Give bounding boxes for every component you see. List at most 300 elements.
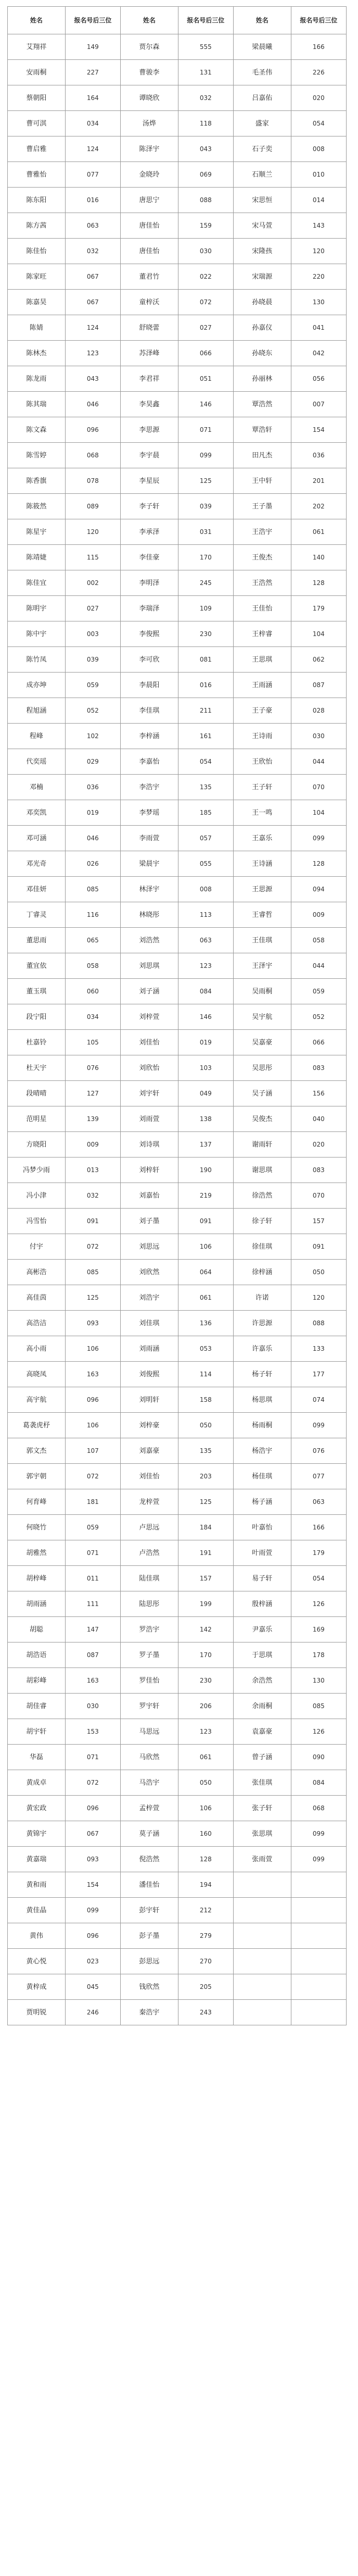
name-cell: 杨雨桐 xyxy=(233,1413,291,1438)
name-cell: 刘俊熙 xyxy=(120,1362,178,1387)
code-cell: 206 xyxy=(178,1694,233,1719)
code-cell: 026 xyxy=(65,851,120,877)
name-cell xyxy=(233,1949,291,1974)
name-cell: 李嘉怡 xyxy=(120,749,178,775)
name-cell: 陈龙雨 xyxy=(8,366,66,392)
name-cell: 袁嘉豪 xyxy=(233,1719,291,1745)
code-cell: 036 xyxy=(65,775,120,800)
code-cell: 099 xyxy=(65,1898,120,1923)
table-row xyxy=(8,1847,347,1872)
name-cell: 丁睿灵 xyxy=(8,902,66,928)
table-row xyxy=(8,188,347,213)
name-cell: 金晓玲 xyxy=(120,162,178,188)
code-cell: 181 xyxy=(65,1489,120,1515)
code-cell: 147 xyxy=(65,1617,120,1642)
name-cell: 陈星宇 xyxy=(8,519,66,545)
code-cell: 124 xyxy=(65,315,120,341)
name-cell: 王思源 xyxy=(233,877,291,902)
code-cell: 045 xyxy=(65,1974,120,2000)
name-cell: 彭子墨 xyxy=(120,1923,178,1949)
table-row xyxy=(8,596,347,621)
name-cell: 邓楠 xyxy=(8,775,66,800)
name-cell xyxy=(233,1872,291,1898)
code-cell: 028 xyxy=(291,698,346,724)
code-cell: 076 xyxy=(291,1438,346,1464)
name-cell: 高晓凤 xyxy=(8,1362,66,1387)
code-cell: 199 xyxy=(178,1591,233,1617)
code-cell: 003 xyxy=(65,621,120,647)
code-cell: 184 xyxy=(178,1515,233,1540)
code-cell: 104 xyxy=(291,621,346,647)
name-cell: 高彬浩 xyxy=(8,1260,66,1285)
name-cell: 段晴晴 xyxy=(8,1081,66,1106)
code-cell: 030 xyxy=(291,724,346,749)
code-cell: 245 xyxy=(178,570,233,596)
code-cell: 014 xyxy=(291,188,346,213)
name-cell: 吴嘉豪 xyxy=(233,1030,291,1055)
code-cell: 072 xyxy=(65,1234,120,1260)
name-cell: 李昊鑫 xyxy=(120,392,178,417)
table-row xyxy=(8,341,347,366)
name-cell: 刘雨萱 xyxy=(120,1106,178,1132)
code-cell: 143 xyxy=(291,213,346,239)
name-cell: 刘思琪 xyxy=(120,953,178,979)
code-header: 报名号后三位 xyxy=(65,7,120,34)
code-cell: 159 xyxy=(178,213,233,239)
code-cell: 066 xyxy=(178,341,233,366)
code-cell: 043 xyxy=(65,366,120,392)
table-row xyxy=(8,468,347,494)
code-cell: 136 xyxy=(178,1311,233,1336)
table-row xyxy=(8,366,347,392)
code-cell: 008 xyxy=(291,136,346,162)
table-row xyxy=(8,1949,347,1974)
name-cell: 张子轩 xyxy=(233,1796,291,1821)
code-cell xyxy=(291,1974,346,2000)
code-cell xyxy=(291,1949,346,1974)
name-cell: 宋思恒 xyxy=(233,188,291,213)
code-cell: 230 xyxy=(178,1668,233,1694)
code-cell: 083 xyxy=(291,1158,346,1183)
name-cell: 陆思彤 xyxy=(120,1591,178,1617)
name-cell: 曹可淇 xyxy=(8,111,66,136)
name-cell: 徐梓涵 xyxy=(233,1260,291,1285)
name-cell: 叶嘉怡 xyxy=(233,1515,291,1540)
code-cell: 058 xyxy=(65,953,120,979)
code-cell: 059 xyxy=(65,1515,120,1540)
name-cell: 童梓沃 xyxy=(120,290,178,315)
name-cell: 马思远 xyxy=(120,1719,178,1745)
name-cell: 王佳琪 xyxy=(233,928,291,953)
name-cell: 叶雨萱 xyxy=(233,1540,291,1566)
name-cell: 刘欣怡 xyxy=(120,1055,178,1081)
code-cell: 072 xyxy=(65,1464,120,1489)
name-cell: 冯雪怡 xyxy=(8,1209,66,1234)
table-row xyxy=(8,1438,347,1464)
name-cell: 苏泽峰 xyxy=(120,341,178,366)
code-cell: 013 xyxy=(65,1158,120,1183)
code-cell: 032 xyxy=(65,239,120,264)
table-row xyxy=(8,621,347,647)
name-cell: 张雨萱 xyxy=(233,1847,291,1872)
code-cell: 123 xyxy=(178,953,233,979)
name-cell: 何育峰 xyxy=(8,1489,66,1515)
name-cell: 秦浩宇 xyxy=(120,2000,178,2025)
code-cell: 142 xyxy=(178,1617,233,1642)
name-cell: 李承泽 xyxy=(120,519,178,545)
table-row xyxy=(8,34,347,60)
table-row xyxy=(8,1821,347,1847)
code-cell: 123 xyxy=(178,1719,233,1745)
name-cell: 程旭涵 xyxy=(8,698,66,724)
code-header: 报名号后三位 xyxy=(291,7,346,34)
code-cell: 063 xyxy=(291,1489,346,1515)
name-cell: 余雨桐 xyxy=(233,1694,291,1719)
table-row xyxy=(8,315,347,341)
table-row xyxy=(8,1566,347,1591)
code-cell: 137 xyxy=(178,1132,233,1158)
name-cell: 刘嘉怡 xyxy=(120,1183,178,1209)
name-cell: 梁晨曦 xyxy=(233,34,291,60)
name-cell: 邓可涵 xyxy=(8,826,66,851)
name-cell: 汤烨 xyxy=(120,111,178,136)
name-cell: 陈东阳 xyxy=(8,188,66,213)
table-row xyxy=(8,1413,347,1438)
name-cell: 唐佳怡 xyxy=(120,213,178,239)
name-cell: 王子墨 xyxy=(233,494,291,519)
name-cell: 孟梓萱 xyxy=(120,1796,178,1821)
code-cell: 111 xyxy=(65,1591,120,1617)
code-cell: 133 xyxy=(291,1336,346,1362)
header-row xyxy=(8,7,347,34)
name-cell: 刘宇轩 xyxy=(120,1081,178,1106)
code-cell: 164 xyxy=(65,85,120,111)
name-cell: 陈香旗 xyxy=(8,468,66,494)
code-cell: 205 xyxy=(178,1974,233,2000)
code-cell: 128 xyxy=(178,1847,233,1872)
name-cell: 刘浩然 xyxy=(120,928,178,953)
name-cell: 吴雨桐 xyxy=(233,979,291,1004)
code-cell: 102 xyxy=(65,724,120,749)
table-row xyxy=(8,494,347,519)
code-cell: 088 xyxy=(291,1311,346,1336)
name-cell: 高小雨 xyxy=(8,1336,66,1362)
table-row xyxy=(8,1234,347,1260)
name-cell: 黄嘉瑞 xyxy=(8,1847,66,1872)
code-cell: 177 xyxy=(291,1362,346,1387)
code-cell: 127 xyxy=(65,1081,120,1106)
name-cell: 陈嘉昊 xyxy=(8,290,66,315)
name-cell: 刘梓萱 xyxy=(120,1004,178,1030)
code-cell: 087 xyxy=(291,673,346,698)
code-cell: 058 xyxy=(291,928,346,953)
name-cell: 艾翔祥 xyxy=(8,34,66,60)
code-cell: 091 xyxy=(291,1234,346,1260)
code-cell: 027 xyxy=(65,596,120,621)
code-cell: 114 xyxy=(178,1362,233,1387)
name-cell: 盛家 xyxy=(233,111,291,136)
code-cell: 054 xyxy=(291,111,346,136)
code-cell: 071 xyxy=(178,417,233,443)
name-cell: 刘思远 xyxy=(120,1234,178,1260)
name-header: 姓名 xyxy=(8,7,66,34)
name-cell: 黄锦宇 xyxy=(8,1821,66,1847)
name-cell: 杜天宇 xyxy=(8,1055,66,1081)
table-row xyxy=(8,545,347,570)
name-cell: 李明泽 xyxy=(120,570,178,596)
name-cell: 宋瑞源 xyxy=(233,264,291,290)
name-cell: 陈方茜 xyxy=(8,213,66,239)
name-cell: 董思雨 xyxy=(8,928,66,953)
code-cell: 040 xyxy=(291,1106,346,1132)
name-cell: 胡聪 xyxy=(8,1617,66,1642)
name-cell xyxy=(233,1898,291,1923)
table-row xyxy=(8,136,347,162)
code-cell: 062 xyxy=(291,647,346,673)
code-cell: 190 xyxy=(178,1158,233,1183)
name-cell: 谢思琪 xyxy=(233,1158,291,1183)
table-row xyxy=(8,213,347,239)
name-cell: 杨子轩 xyxy=(233,1362,291,1387)
code-cell: 156 xyxy=(291,1081,346,1106)
code-cell: 009 xyxy=(65,1132,120,1158)
code-cell: 061 xyxy=(291,519,346,545)
code-cell: 185 xyxy=(178,800,233,826)
name-cell: 刘明轩 xyxy=(120,1387,178,1413)
name-cell: 易子轩 xyxy=(233,1566,291,1591)
code-cell: 163 xyxy=(65,1668,120,1694)
code-cell: 118 xyxy=(178,111,233,136)
name-cell: 倪浩然 xyxy=(120,1847,178,1872)
code-cell: 120 xyxy=(65,519,120,545)
table-row xyxy=(8,162,347,188)
name-cell: 贾尔森 xyxy=(120,34,178,60)
code-cell: 178 xyxy=(291,1642,346,1668)
code-cell: 002 xyxy=(65,570,120,596)
name-cell: 梁晨宇 xyxy=(120,851,178,877)
name-cell: 李君祥 xyxy=(120,366,178,392)
code-cell: 149 xyxy=(65,34,120,60)
code-cell: 043 xyxy=(178,136,233,162)
code-cell: 096 xyxy=(65,1387,120,1413)
code-cell: 125 xyxy=(65,1285,120,1311)
code-cell: 087 xyxy=(65,1642,120,1668)
code-cell: 059 xyxy=(291,979,346,1004)
table-row xyxy=(8,979,347,1004)
code-cell: 090 xyxy=(291,1745,346,1770)
code-cell: 091 xyxy=(178,1209,233,1234)
table-row xyxy=(8,570,347,596)
name-cell: 吴思彤 xyxy=(233,1055,291,1081)
table-row xyxy=(8,1668,347,1694)
code-cell: 054 xyxy=(178,749,233,775)
table-row xyxy=(8,1489,347,1515)
code-cell: 046 xyxy=(65,392,120,417)
table-row xyxy=(8,1106,347,1132)
code-cell: 055 xyxy=(178,851,233,877)
roster-table xyxy=(7,6,347,2025)
table-row xyxy=(8,1694,347,1719)
table-row xyxy=(8,698,347,724)
code-cell: 050 xyxy=(291,1260,346,1285)
name-cell: 曾子涵 xyxy=(233,1745,291,1770)
code-cell: 059 xyxy=(65,673,120,698)
table-row xyxy=(8,1540,347,1566)
table-row xyxy=(8,1004,347,1030)
code-cell: 128 xyxy=(291,570,346,596)
name-cell: 王泽宇 xyxy=(233,953,291,979)
code-cell: 146 xyxy=(178,392,233,417)
code-cell xyxy=(291,1898,346,1923)
code-cell: 125 xyxy=(178,468,233,494)
code-cell xyxy=(291,1923,346,1949)
code-cell: 161 xyxy=(178,724,233,749)
code-cell: 071 xyxy=(65,1540,120,1566)
code-cell: 099 xyxy=(291,1821,346,1847)
code-cell: 106 xyxy=(178,1234,233,1260)
table-row xyxy=(8,1898,347,1923)
name-cell: 陆佳琪 xyxy=(120,1566,178,1591)
table-row xyxy=(8,851,347,877)
code-cell: 157 xyxy=(291,1209,346,1234)
code-cell: 130 xyxy=(291,1668,346,1694)
name-cell: 李宇晨 xyxy=(120,443,178,468)
name-cell: 杨浩宇 xyxy=(233,1438,291,1464)
code-cell: 070 xyxy=(291,775,346,800)
name-cell: 邓奕凯 xyxy=(8,800,66,826)
name-cell: 许诺 xyxy=(233,1285,291,1311)
code-cell: 135 xyxy=(178,1438,233,1464)
code-cell: 103 xyxy=(178,1055,233,1081)
code-cell: 030 xyxy=(65,1694,120,1719)
name-cell: 卢浩然 xyxy=(120,1540,178,1566)
name-cell: 张佳琪 xyxy=(233,1770,291,1796)
name-cell: 钱欣然 xyxy=(120,1974,178,2000)
name-cell: 石顺兰 xyxy=(233,162,291,188)
name-cell: 吴子涵 xyxy=(233,1081,291,1106)
name-cell: 贾明锐 xyxy=(8,2000,66,2025)
name-cell: 黄和雨 xyxy=(8,1872,66,1898)
name-cell: 许嘉乐 xyxy=(233,1336,291,1362)
name-cell: 胡雅然 xyxy=(8,1540,66,1566)
code-cell: 009 xyxy=(291,902,346,928)
code-cell: 034 xyxy=(65,1004,120,1030)
code-cell: 270 xyxy=(178,1949,233,1974)
name-cell: 郭宇朝 xyxy=(8,1464,66,1489)
name-cell: 李梓涵 xyxy=(120,724,178,749)
name-cell: 王子豪 xyxy=(233,698,291,724)
name-cell: 孙丽林 xyxy=(233,366,291,392)
name-cell: 李佳琪 xyxy=(120,698,178,724)
name-cell: 吕嘉佑 xyxy=(233,85,291,111)
code-cell: 203 xyxy=(178,1464,233,1489)
code-cell: 163 xyxy=(65,1362,120,1387)
name-cell: 陈其瑞 xyxy=(8,392,66,417)
name-cell: 王俊杰 xyxy=(233,545,291,570)
code-cell: 140 xyxy=(291,545,346,570)
name-cell: 郭文杰 xyxy=(8,1438,66,1464)
name-cell: 刘诗琪 xyxy=(120,1132,178,1158)
table-row xyxy=(8,60,347,85)
table-row xyxy=(8,1055,347,1081)
code-cell: 555 xyxy=(178,34,233,60)
code-cell: 011 xyxy=(65,1566,120,1591)
name-cell: 彭宇轩 xyxy=(120,1898,178,1923)
code-cell: 126 xyxy=(291,1719,346,1745)
code-cell: 107 xyxy=(65,1438,120,1464)
code-cell: 093 xyxy=(65,1847,120,1872)
table-row xyxy=(8,264,347,290)
code-cell: 077 xyxy=(65,162,120,188)
code-cell: 052 xyxy=(291,1004,346,1030)
code-cell: 053 xyxy=(178,1336,233,1362)
code-cell: 106 xyxy=(65,1336,120,1362)
name-cell: 胡雨涵 xyxy=(8,1591,66,1617)
name-cell xyxy=(233,1923,291,1949)
table-row xyxy=(8,1311,347,1336)
name-cell: 谢雨轩 xyxy=(233,1132,291,1158)
table-row xyxy=(8,1617,347,1642)
code-cell: 166 xyxy=(291,34,346,60)
name-cell: 林泽宇 xyxy=(120,877,178,902)
name-cell: 胡浩语 xyxy=(8,1642,66,1668)
name-cell: 尹嘉乐 xyxy=(233,1617,291,1642)
name-cell: 王诗涵 xyxy=(233,851,291,877)
code-cell: 067 xyxy=(65,264,120,290)
name-cell: 黄心悦 xyxy=(8,1949,66,1974)
code-cell: 085 xyxy=(291,1694,346,1719)
name-cell: 潘佳怡 xyxy=(120,1872,178,1898)
table-row xyxy=(8,1872,347,1898)
table-row xyxy=(8,1183,347,1209)
code-cell: 022 xyxy=(178,264,233,290)
name-cell: 何晓竹 xyxy=(8,1515,66,1540)
code-cell: 083 xyxy=(291,1055,346,1081)
code-cell: 202 xyxy=(291,494,346,519)
code-cell: 010 xyxy=(291,162,346,188)
name-cell: 王浩宇 xyxy=(233,519,291,545)
name-cell: 王中轩 xyxy=(233,468,291,494)
table-row xyxy=(8,1923,347,1949)
name-cell: 高佳茵 xyxy=(8,1285,66,1311)
code-cell: 030 xyxy=(178,239,233,264)
name-cell: 刘子涵 xyxy=(120,979,178,1004)
table-row xyxy=(8,519,347,545)
name-cell: 陈泽宇 xyxy=(120,136,178,162)
code-cell: 084 xyxy=(178,979,233,1004)
code-cell: 131 xyxy=(178,60,233,85)
table-row xyxy=(8,1030,347,1055)
name-cell: 高宇航 xyxy=(8,1387,66,1413)
table-row xyxy=(8,673,347,698)
name-cell: 刘雨涵 xyxy=(120,1336,178,1362)
code-cell: 123 xyxy=(65,341,120,366)
code-cell: 227 xyxy=(65,60,120,85)
code-cell: 194 xyxy=(178,1872,233,1898)
code-cell: 069 xyxy=(178,162,233,188)
name-cell: 黄佳晶 xyxy=(8,1898,66,1923)
name-cell: 刘梓豪 xyxy=(120,1413,178,1438)
code-cell: 169 xyxy=(291,1617,346,1642)
code-cell: 034 xyxy=(65,111,120,136)
code-cell: 211 xyxy=(178,698,233,724)
name-cell: 李思源 xyxy=(120,417,178,443)
name-cell: 葛袭虎杼 xyxy=(8,1413,66,1438)
table-row xyxy=(8,1387,347,1413)
table-row xyxy=(8,724,347,749)
code-cell: 109 xyxy=(178,596,233,621)
name-cell: 李俊熙 xyxy=(120,621,178,647)
